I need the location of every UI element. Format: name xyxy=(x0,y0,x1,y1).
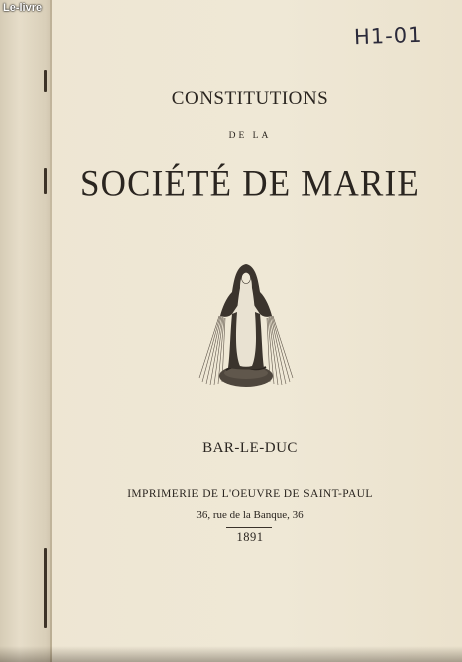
binding-thread-mark xyxy=(44,548,47,628)
imprint-year: 1891 xyxy=(236,530,264,544)
imprint-printer: IMPRIMERIE DE L'OEUVRE DE SAINT-PAUL xyxy=(127,488,373,500)
gutter-fold-line xyxy=(50,0,52,662)
imprint-divider xyxy=(226,527,272,528)
binding-thread-mark xyxy=(44,168,47,194)
virgin-mary-figure xyxy=(196,258,296,390)
imprint-address: 36, rue de la Banque, 36 xyxy=(196,509,304,521)
page-bottom-shadow xyxy=(0,646,462,662)
imprint-place: BAR-LE-DUC xyxy=(202,440,298,456)
title-line-constitutions: CONSTITUTIONS xyxy=(171,88,329,109)
handwritten-shelf-mark: H1-01 xyxy=(353,22,423,50)
binding-thread-mark xyxy=(44,70,47,92)
title-line-societe: SOCIÉTÉ DE MARIE xyxy=(79,163,420,204)
watermark: Le-livre xyxy=(3,2,43,14)
title-line-de-la: DE LA xyxy=(228,131,272,141)
